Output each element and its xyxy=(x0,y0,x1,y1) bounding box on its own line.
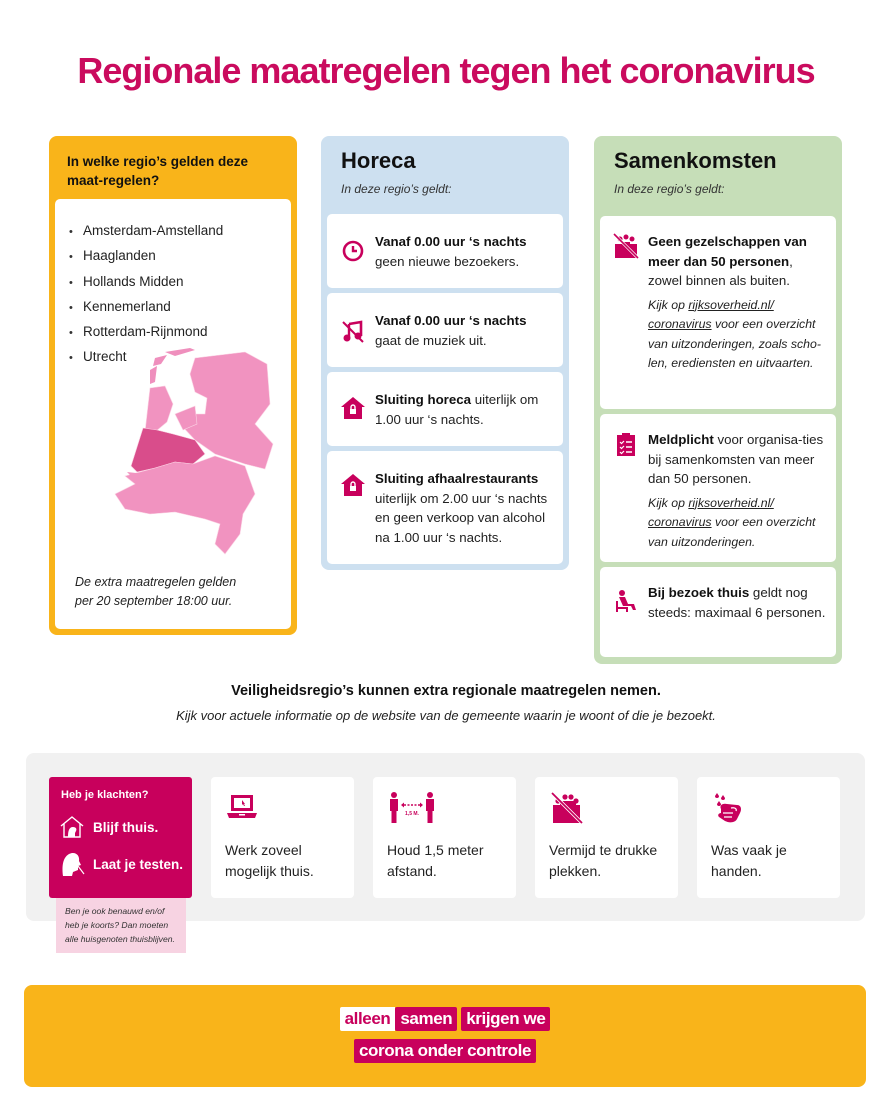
regions-body xyxy=(55,199,291,629)
laptop-icon xyxy=(225,791,259,825)
get-tested-row xyxy=(59,850,183,878)
stay-home-row xyxy=(59,815,158,839)
footer-banner xyxy=(24,985,866,1087)
card-bold: Meldplicht xyxy=(648,432,714,447)
horeca-title: Horeca xyxy=(341,148,416,173)
card-text: gaat de muziek uit. xyxy=(375,332,487,348)
no-crowd-icon xyxy=(549,791,583,825)
regions-heading: In welke regio’s gelden deze maat-regelen? xyxy=(67,154,249,188)
netherlands-map-icon xyxy=(95,344,275,559)
info-bold: Veiligheidsregio’s kunnen extra regionale maatregelen nemen. xyxy=(231,683,661,699)
note-text: voor een overzicht van uitzonderingen, zoals scho-len, erediensten en uitvaarten. xyxy=(648,317,821,370)
slogan-word: corona onder controle xyxy=(354,1039,536,1063)
regions-note xyxy=(75,573,236,611)
no-crowd-icon xyxy=(612,232,640,260)
slogan-word: samen xyxy=(395,1007,457,1031)
page-title: Regionale maatregelen tegen het coronavirus xyxy=(77,50,815,91)
note-text: voor een overzicht van uitzonderingen. xyxy=(648,515,816,549)
card-text: , zowel binnen als buiten. xyxy=(648,253,793,288)
samenkomsten-title: Samenkomsten xyxy=(614,148,777,173)
samenkomsten-card xyxy=(600,567,836,657)
tip-text: Was vaak je handen. xyxy=(711,842,787,879)
region-item: • Utrecht xyxy=(69,345,223,370)
card-bold: Vanaf 0.00 uur ‘s nachts xyxy=(375,234,527,249)
clock-icon xyxy=(341,239,365,263)
region-item: • Rotterdam-Rijnmond xyxy=(69,320,223,345)
horeca-panel xyxy=(321,136,569,570)
rijksoverheid-link[interactable]: rijksoverheid.nl/ coronavirus xyxy=(648,495,774,529)
samenkomsten-card xyxy=(600,216,836,409)
slogan-line-1 xyxy=(24,1007,866,1031)
card-bold: Geen gezelschappen van meer dan 50 personen xyxy=(648,234,807,269)
klachten-card xyxy=(49,777,192,898)
info-italic: Kijk voor actuele informatie op de website van de gemeente waarin je woont of die je bezoekt. xyxy=(176,708,716,723)
card-text: geen nieuwe bezoekers. xyxy=(375,253,520,269)
region-item: • Kennemerland xyxy=(69,295,223,320)
clipboard-checklist-icon xyxy=(614,432,638,456)
horeca-card xyxy=(327,451,563,564)
tip-text: Vermijd te drukke plekken. xyxy=(549,842,658,879)
music-off-icon xyxy=(341,320,365,344)
card-text: uiterlijk om 1.00 uur ‘s nachts. xyxy=(375,392,539,427)
samenkomsten-panel xyxy=(594,136,842,664)
klachten-note: Ben je ook benauwd en/of heb je koorts? Dan moeten alle huisgenoten thuisblijven. xyxy=(56,898,186,953)
horeca-card xyxy=(327,372,563,446)
slogan-word: alleen xyxy=(340,1007,396,1031)
tip-card xyxy=(211,777,354,898)
horeca-card xyxy=(327,214,563,288)
get-tested-label: Laat je testen. xyxy=(93,856,184,872)
slogan-line-2 xyxy=(24,1039,866,1063)
house-lock-icon xyxy=(341,396,365,420)
card-bold: Bij bezoek thuis xyxy=(648,585,750,600)
tip-text: Werk zoveel mogelijk thuis. xyxy=(225,842,314,879)
card-text: geldt nog steeds: maximaal 6 personen. xyxy=(648,585,826,620)
samenkomsten-subtitle: In deze regio’s geldt: xyxy=(614,182,725,196)
region-item: • Amsterdam-Amstelland xyxy=(69,219,223,244)
card-bold: Vanaf 0.00 uur ‘s nachts xyxy=(375,313,527,328)
samenkomsten-card xyxy=(600,414,836,562)
rijksoverheid-link[interactable]: rijksoverheid.nl/ coronavirus xyxy=(648,297,774,331)
region-item: • Hollands Midden xyxy=(69,270,223,295)
regions-note-line: per 20 september 18:00 uur. xyxy=(75,594,233,608)
wash-hands-icon xyxy=(711,791,745,825)
house-person-icon xyxy=(59,815,85,839)
card-bold: Sluiting afhaalrestaurants xyxy=(375,471,539,486)
card-text: uiterlijk om 2.00 uur ‘s nachts en geen verkoop van alcohol na 1.00 uur ‘s nachts. xyxy=(375,490,548,545)
stay-home-label: Blijf thuis. xyxy=(93,819,159,835)
card-note xyxy=(648,494,826,553)
tip-card xyxy=(697,777,840,898)
tip-text: Houd 1,5 meter afstand. xyxy=(387,842,484,879)
distance-icon xyxy=(387,791,437,825)
card-text: voor organisa-ties bij samenkomsten van meer dan 50 personen. xyxy=(648,432,824,486)
klachten-question: Heb je klachten? xyxy=(61,789,149,801)
note-text: Kijk op xyxy=(648,495,689,510)
tip-card xyxy=(535,777,678,898)
horeca-card xyxy=(327,293,563,367)
house-lock-icon xyxy=(341,473,365,497)
regions-note-line: De extra maatregelen gelden xyxy=(75,575,237,589)
region-item: • Haaglanden xyxy=(69,244,223,269)
distance-label: 1,5 M. xyxy=(405,811,419,817)
regions-panel xyxy=(49,136,297,635)
card-bold: Sluiting horeca xyxy=(375,392,472,407)
test-swab-icon xyxy=(59,850,85,878)
person-seated-icon xyxy=(614,589,638,613)
card-note xyxy=(648,296,826,374)
note-text: Kijk op xyxy=(648,297,689,312)
tip-card xyxy=(373,777,516,898)
slogan-word: krijgen we xyxy=(461,1007,550,1031)
horeca-subtitle: In deze regio’s geldt: xyxy=(341,182,452,196)
